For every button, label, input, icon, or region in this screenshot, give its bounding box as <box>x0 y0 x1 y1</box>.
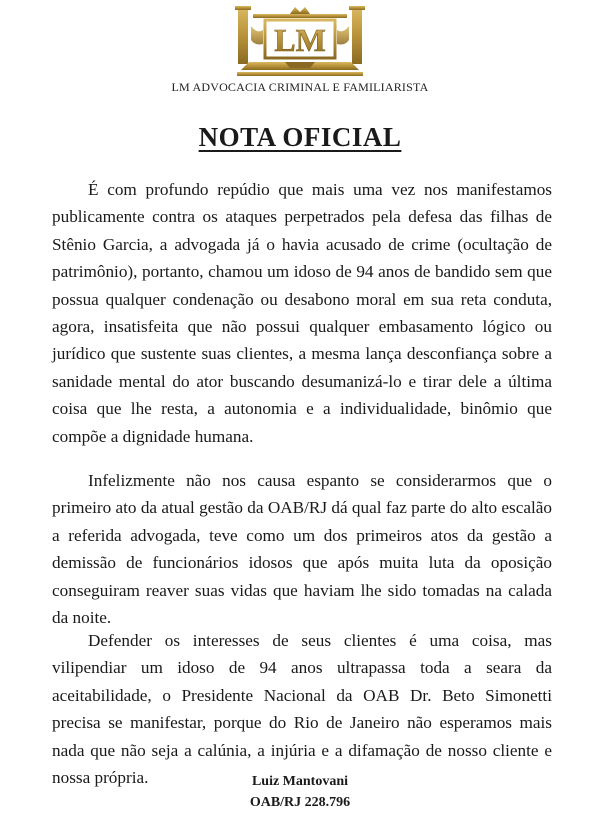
signature-name: Luiz Mantovani <box>251 774 349 789</box>
logo-monogram: LM <box>274 22 326 58</box>
page-title: NOTA OFICIAL <box>198 122 402 152</box>
paragraph-3: Defender os interesses de seus clientes é uma coisa, mas vilipendiar um idoso de 94 anos ultrapassa toda a seara da aceitabilidade, o Presidente Nacional da OAB Dr. Beto Simonetti precisa se manifestar, porque do Rio de Janeiro não esperamos mais nada que não seja a calúnia, a injúria e a difamação de nosso cliente e nossa própria. <box>52 631 552 788</box>
signature-oab-number: OAB/RJ 228.796 <box>249 795 351 810</box>
paragraph-1: É com profundo repúdio que mais uma vez nos manifestamos publicamente contra os ataques perpetrados pela defesa das filhas de Stênio Garcia, a advogada já o havia acusado de crime (ocultação de patrimônio), portanto, chamou um idoso de 94 anos de bandido sem que possua qualquer condenação ou desabono moral em sua reta conduta, agora, insatisfeita que não possui qualquer embasamento lógico ou jurídico que sustente suas clientes, a mesma lança desconfiança sobre a sanidade mental do ator buscando desumanizá-lo e tirar dele a última coisa que lhe resta, a autonomia e a individualidade, binômio que compõe a dignidade humana. <box>52 180 552 446</box>
paragraph-2: Infelizmente não nos causa espanto se considerarmos que o primeiro ato da atual gestão da OAB/RJ dá qual faz parte do alto escalão a referida advogada, teve como um dos primeiros atos da gestão a demissão de funcionários idosos que após muita luta da oposição conseguiram reaver suas vidas que haviam lhe sido tomadas na calada da noite. <box>52 471 552 628</box>
firm-logo <box>0 4 600 78</box>
scales-logo-icon <box>235 4 365 78</box>
firm-name: LM ADVOCACIA CRIMINAL E FAMILIARISTA <box>171 80 429 94</box>
